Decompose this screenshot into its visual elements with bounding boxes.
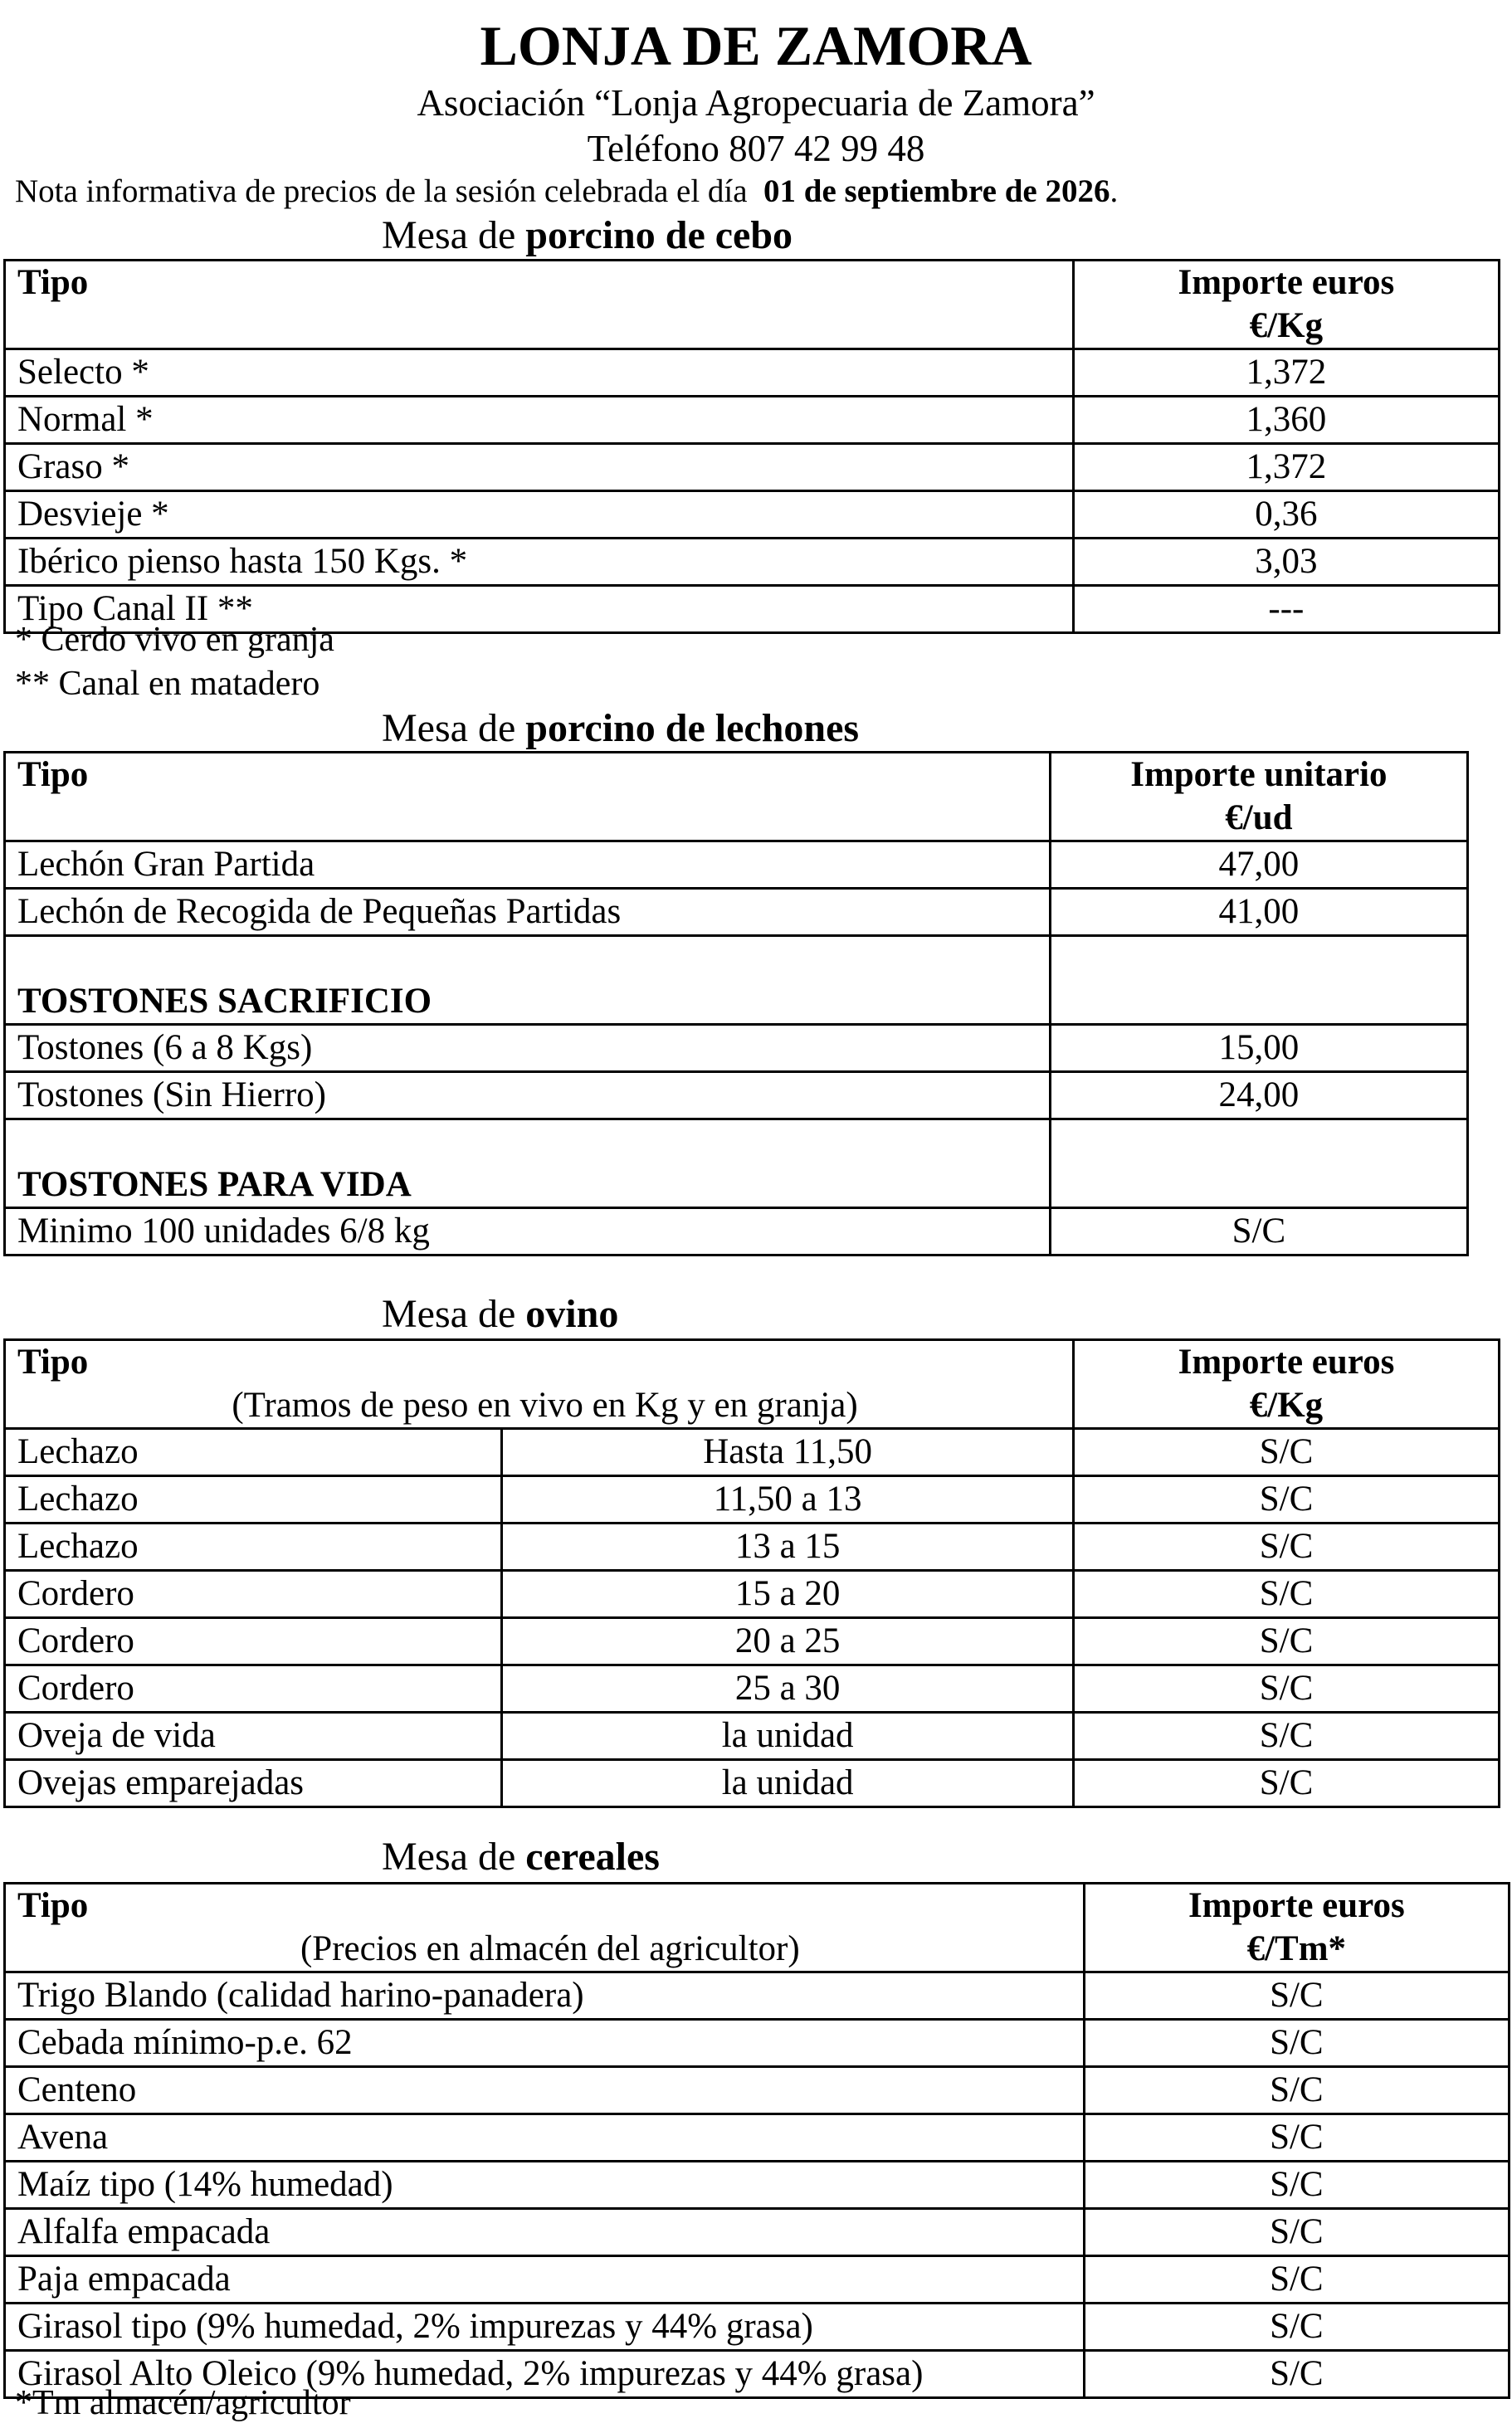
cell-tramo: Hasta 11,50 — [502, 1429, 1074, 1476]
subsection-title-sacrificio: TOSTONES SACRIFICIO — [5, 936, 1051, 1025]
table-row — [5, 1429, 1500, 1476]
header-tipo-sub: (Precios en almacén del agricultor) — [300, 1929, 800, 1968]
table-row — [5, 491, 1500, 539]
table-row — [5, 2020, 1510, 2067]
session-note-end: . — [1110, 173, 1119, 209]
section-title-lechones — [382, 704, 859, 753]
header-importe-line1: Importe euros — [1178, 263, 1395, 302]
header-tipo — [5, 1340, 1074, 1429]
table-body — [5, 1972, 1510, 2398]
cell-tipo: Tipo Canal II ** — [5, 586, 1074, 633]
header-tipo: Tipo — [5, 753, 1051, 841]
table-ovino — [3, 1338, 1500, 1808]
cell-tipo: Tostones (6 a 8 Kgs) — [5, 1025, 1051, 1072]
header-importe-line1: Importe euros — [1178, 1343, 1395, 1382]
cell-tipo: Oveja de vida — [5, 1713, 502, 1760]
cell-tipo: Lechazo — [5, 1429, 502, 1476]
table-row — [5, 1072, 1468, 1119]
session-date: 01 de septiembre de 2026 — [763, 173, 1110, 209]
section-title-ovino — [382, 1290, 618, 1339]
header-importe-line2: €/Kg — [1249, 1386, 1324, 1425]
section-title-prefix: Mesa de — [382, 1292, 516, 1336]
section-title-prefix: Mesa de — [382, 1835, 516, 1879]
cell-tipo: Girasol tipo (9% humedad, 2% impurezas y 44% grasa) — [5, 2304, 1085, 2351]
header-tipo-label: Tipo — [17, 1343, 89, 1382]
header-tipo-label: Tipo — [17, 1886, 89, 1925]
cell-valor: S/C — [1073, 1665, 1499, 1713]
table-row — [5, 539, 1500, 586]
header-importe-line1: Importe unitario — [1130, 755, 1388, 794]
table-row — [5, 1208, 1468, 1255]
table-cebo — [3, 259, 1500, 634]
table-row — [5, 841, 1468, 889]
table-row — [5, 1025, 1468, 1072]
cell-valor: S/C — [1084, 2067, 1509, 2114]
cell-tipo: Selecto * — [5, 349, 1074, 397]
table-row — [5, 1571, 1500, 1618]
cell-tipo: Cordero — [5, 1618, 502, 1665]
header-importe — [1084, 1884, 1509, 1972]
section-title-bold: porcino de lechones — [525, 706, 860, 750]
cell-valor: S/C — [1084, 2020, 1509, 2067]
table-row — [5, 1476, 1500, 1524]
table-row — [5, 1665, 1500, 1713]
cell-tipo: Minimo 100 unidades 6/8 kg — [5, 1208, 1051, 1255]
cell-valor: 1,360 — [1073, 397, 1499, 444]
header-tipo-sub: (Tramos de peso en vivo en Kg y en granja) — [232, 1386, 858, 1425]
cell-valor: S/C — [1073, 1429, 1499, 1476]
table-row — [5, 2256, 1510, 2304]
cell-tipo: Paja empacada — [5, 2256, 1085, 2304]
table-row — [5, 2304, 1510, 2351]
cell-tramo: 13 a 15 — [502, 1524, 1074, 1571]
header-importe-line1: Importe euros — [1188, 1886, 1405, 1925]
cell-valor: S/C — [1073, 1571, 1499, 1618]
cell-valor: S/C — [1050, 1208, 1467, 1255]
table-row — [5, 1972, 1510, 2020]
footnote-canal: ** Canal en matadero — [15, 665, 320, 703]
table-row — [5, 1760, 1500, 1807]
cell-tipo: Alfalfa empacada — [5, 2209, 1085, 2256]
cell-tipo: Girasol Alto Oleico (9% humedad, 2% impurezas y 44% grasa) — [5, 2351, 1085, 2398]
header-importe-line2: €/Kg — [1249, 306, 1324, 345]
cell-valor: S/C — [1084, 2162, 1509, 2209]
section-title-bold: cereales — [525, 1835, 660, 1879]
cell-empty — [1050, 1119, 1467, 1208]
header-importe-line2: €/Tm* — [1246, 1929, 1347, 1968]
table-row — [5, 2209, 1510, 2256]
cell-valor: 1,372 — [1073, 349, 1499, 397]
table-row — [5, 397, 1500, 444]
cell-valor: S/C — [1084, 2256, 1509, 2304]
section-title-bold: porcino de cebo — [525, 213, 793, 257]
cell-valor: 1,372 — [1073, 444, 1499, 491]
cell-valor: 0,36 — [1073, 491, 1499, 539]
document-title: LONJA DE ZAMORA — [480, 14, 1032, 77]
cell-valor: S/C — [1084, 2304, 1509, 2351]
cell-valor: 3,03 — [1073, 539, 1499, 586]
cell-tipo: Lechazo — [5, 1524, 502, 1571]
cell-empty — [1050, 936, 1467, 1025]
cell-tipo: Normal * — [5, 397, 1074, 444]
table-body — [5, 349, 1500, 633]
section-title-cereales — [382, 1832, 660, 1882]
cell-tramo: 15 a 20 — [502, 1571, 1074, 1618]
cell-valor: 15,00 — [1050, 1025, 1467, 1072]
cell-tipo: Lechazo — [5, 1476, 502, 1524]
cell-valor: --- — [1073, 586, 1499, 633]
header-importe — [1073, 261, 1499, 349]
header-tipo — [5, 1884, 1085, 1972]
cell-valor: 24,00 — [1050, 1072, 1467, 1119]
table-row — [5, 2114, 1510, 2162]
cell-valor: S/C — [1084, 2351, 1509, 2398]
cell-valor: S/C — [1084, 2209, 1509, 2256]
cell-tipo: Cordero — [5, 1665, 502, 1713]
cell-valor: 47,00 — [1050, 841, 1467, 889]
cell-valor: S/C — [1073, 1713, 1499, 1760]
footnote-cerdo-vivo: * Cerdo vivo en granja — [15, 621, 334, 659]
cell-tipo: Ibérico pienso hasta 150 Kgs. * — [5, 539, 1074, 586]
header-tipo: Tipo — [5, 261, 1074, 349]
header-importe-line2: €/ud — [1225, 798, 1293, 837]
cell-valor: S/C — [1084, 2114, 1509, 2162]
cell-tipo: Graso * — [5, 444, 1074, 491]
session-note — [15, 171, 1118, 212]
table-cereales — [3, 1882, 1510, 2399]
cell-tipo: Ovejas emparejadas — [5, 1760, 502, 1807]
table-row — [5, 2162, 1510, 2209]
table-row — [5, 1713, 1500, 1760]
table-row — [5, 444, 1500, 491]
cell-tipo: Centeno — [5, 2067, 1085, 2114]
section-title-cebo — [382, 211, 793, 261]
header-importe — [1073, 1340, 1499, 1429]
cell-tramo: la unidad — [502, 1713, 1074, 1760]
cell-tipo: Cordero — [5, 1571, 502, 1618]
table-row — [5, 936, 1468, 1025]
table-row — [5, 1618, 1500, 1665]
cell-tramo: la unidad — [502, 1760, 1074, 1807]
cell-valor: S/C — [1073, 1476, 1499, 1524]
table-lechones — [3, 751, 1469, 1256]
cell-tipo: Desvieje * — [5, 491, 1074, 539]
section-title-prefix: Mesa de — [382, 213, 516, 257]
section-title-bold: ovino — [525, 1292, 619, 1336]
cell-valor: S/C — [1073, 1760, 1499, 1807]
cell-tramo: 20 a 25 — [502, 1618, 1074, 1665]
phone-number: Teléfono 807 42 99 48 — [587, 128, 925, 169]
footnote-tm: *Tm almacén/agricultor — [15, 2384, 351, 2422]
table-row — [5, 2067, 1510, 2114]
cell-tipo: Lechón de Recogida de Pequeñas Partidas — [5, 889, 1051, 936]
table-body — [5, 841, 1468, 1255]
section-title-prefix: Mesa de — [382, 706, 516, 750]
cell-tramo: 11,50 a 13 — [502, 1476, 1074, 1524]
cell-valor: S/C — [1084, 1972, 1509, 2020]
cell-valor: S/C — [1073, 1524, 1499, 1571]
subsection-title-vida: TOSTONES PARA VIDA — [5, 1119, 1051, 1208]
cell-tipo: Maíz tipo (14% humedad) — [5, 2162, 1085, 2209]
cell-tipo: Tostones (Sin Hierro) — [5, 1072, 1051, 1119]
cell-tramo: 25 a 30 — [502, 1665, 1074, 1713]
table-row — [5, 349, 1500, 397]
header-importe — [1050, 753, 1467, 841]
association-name: Asociación “Lonja Agropecuaria de Zamora” — [417, 82, 1095, 124]
cell-valor: S/C — [1073, 1618, 1499, 1665]
session-note-text: Nota informativa de precios de la sesión celebrada el día — [15, 173, 748, 209]
table-row — [5, 1119, 1468, 1208]
cell-tipo: Avena — [5, 2114, 1085, 2162]
cell-tipo: Trigo Blando (calidad harino-panadera) — [5, 1972, 1085, 2020]
cell-tipo: Cebada mínimo-p.e. 62 — [5, 2020, 1085, 2067]
cell-tipo: Lechón Gran Partida — [5, 841, 1051, 889]
table-row — [5, 1524, 1500, 1571]
table-row — [5, 889, 1468, 936]
cell-valor: 41,00 — [1050, 889, 1467, 936]
table-body — [5, 1429, 1500, 1807]
